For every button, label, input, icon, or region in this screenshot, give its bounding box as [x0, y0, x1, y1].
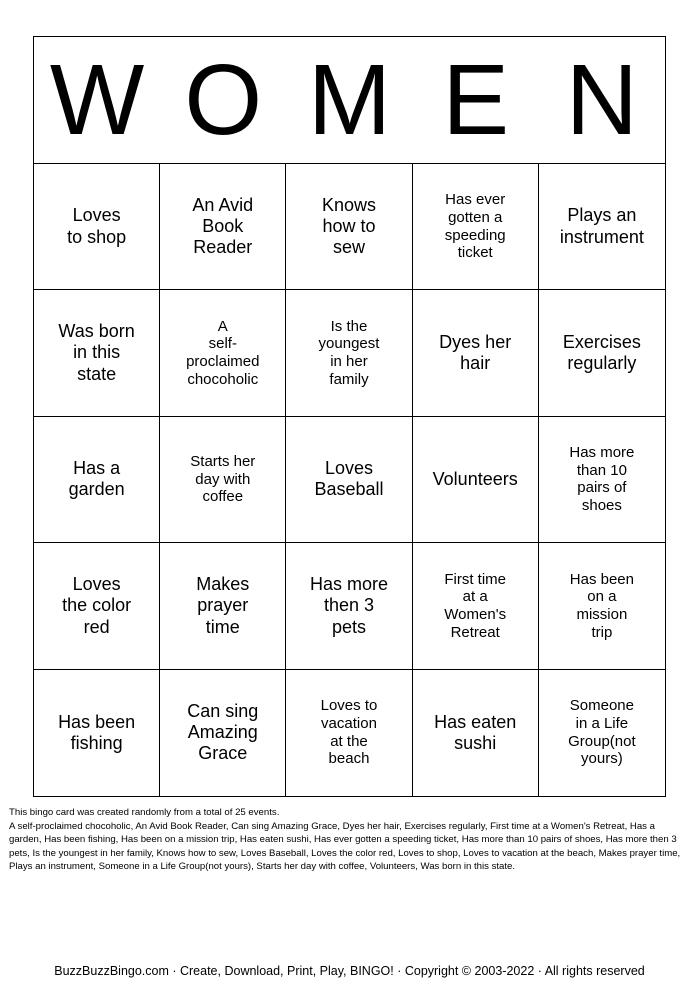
bingo-cell [539, 164, 665, 290]
bingo-cell [413, 417, 539, 543]
cell-text: Plays an instrument [559, 205, 644, 247]
bingo-grid [34, 164, 665, 796]
cell-text: Was born in this state [58, 321, 135, 384]
cell-text: Has been on a mission trip [569, 570, 634, 641]
cell-text: Volunteers [432, 468, 518, 489]
header-letter-o: O [184, 44, 263, 156]
bingo-cell [160, 417, 286, 543]
cell-text: An Avid Book Reader [192, 194, 254, 258]
bingo-cell [34, 543, 160, 669]
bingo-cell [286, 164, 412, 290]
cell-text: A self-proclaimed chocoholic [186, 317, 260, 388]
page-footer: BuzzBuzzBingo.com · Create, Download, Print, Play, BINGO! · Copyright © 2003-2022 · All rights reserved [54, 964, 645, 978]
cell-text: Has been fishing [58, 711, 136, 753]
card-notes [9, 806, 689, 874]
cell-text: Can sing Amazing Grace [187, 700, 259, 764]
cell-text: Makes prayer time [196, 574, 250, 637]
bingo-cell [160, 543, 286, 669]
header-letter-e: E [442, 44, 510, 156]
bingo-cell [160, 164, 286, 290]
bingo-cell [34, 164, 160, 290]
notes-event-list: A self-proclaimed chocoholic, An Avid Book Reader, Can sing Amazing Grace, Dyes her hair, Exercises regularly, First time at a Women's Retreat, Has a garden, Has been fishing, Has been on a mission trip, Has eaten sushi, Has ever gotten a speeding ticket, Has more than 10 pairs of shoes, Has more then 3 pets, Is the youngest in her family, Knows how to sew, Loves Baseball, Loves the color red, Loves to shop, Loves to vacation at the beach, Makes prayer time, Plays an instrument, Someone in a Life Group(not yours), Starts her day with coffee, Volunteers, Was born in this state. [9, 820, 681, 872]
bingo-cell [286, 417, 412, 543]
cell-text: Loves Baseball [314, 458, 384, 500]
bingo-card [33, 36, 666, 797]
cell-text: Is the youngest in her family [318, 317, 380, 388]
bingo-cell [539, 290, 665, 416]
cell-text: Dyes her hair [439, 331, 512, 374]
header-letter-m: M [307, 44, 392, 156]
cell-text: Loves the color red [62, 574, 132, 637]
bingo-cell [539, 670, 665, 796]
cell-text: Loves to vacation at the beach [320, 697, 378, 768]
cell-text: Loves to shop [67, 205, 127, 247]
bingo-cell [34, 290, 160, 416]
header-letter-n: N [565, 44, 639, 156]
bingo-cell [286, 290, 412, 416]
cell-text: Has ever gotten a speeding ticket [444, 191, 506, 262]
bingo-cell [286, 670, 412, 796]
bingo-cell [160, 670, 286, 796]
bingo-cell [539, 417, 665, 543]
cell-text: Starts her day with coffee [190, 452, 256, 506]
bingo-cell [34, 670, 160, 796]
cell-text: Has more than 10 pairs of shoes [569, 444, 635, 515]
bingo-cell [34, 417, 160, 543]
header-letter-w: W [49, 44, 145, 156]
notes-intro: This bingo card was created randomly from a total of 25 events. [9, 807, 280, 818]
cell-text: Has eaten sushi [434, 711, 517, 753]
bingo-cell [413, 670, 539, 796]
cell-text: Exercises regularly [562, 331, 641, 374]
bingo-cell [539, 543, 665, 669]
cell-text: Knows how to sew [321, 194, 376, 258]
bingo-cell [413, 290, 539, 416]
cell-text: Someone in a Life Group(not yours) [568, 697, 636, 768]
bingo-cell [413, 164, 539, 290]
cell-text: Has more then 3 pets [309, 574, 388, 637]
bingo-cell [286, 543, 412, 669]
bingo-cell [413, 543, 539, 669]
card-header [34, 37, 665, 164]
cell-text: Has a garden [68, 458, 125, 500]
cell-text: First time at a Women's Retreat [444, 570, 507, 641]
bingo-cell [160, 290, 286, 416]
